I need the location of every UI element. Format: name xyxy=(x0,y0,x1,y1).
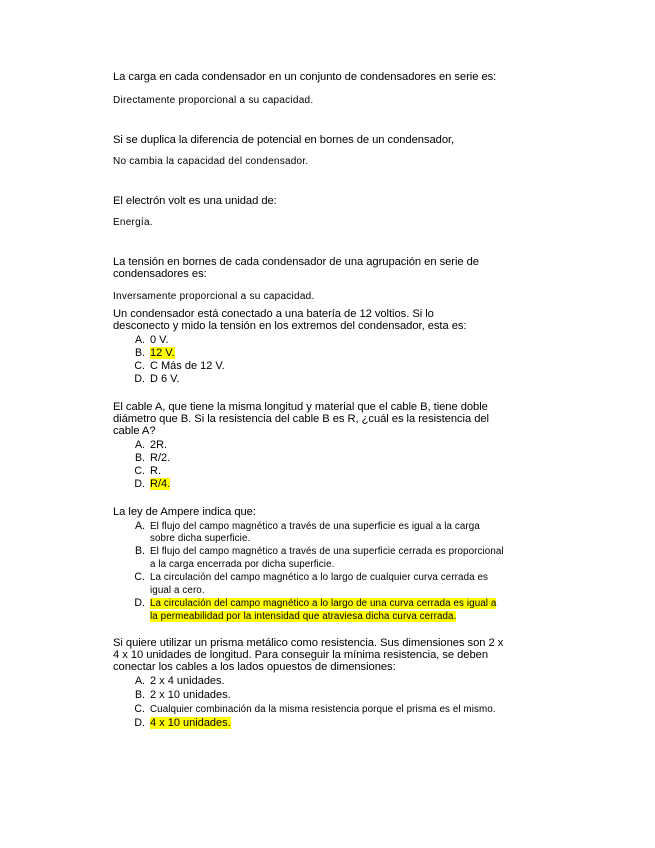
option-text-line2: a la carga encerrada por dicha superficie. xyxy=(150,559,335,570)
option-text: 0 V. xyxy=(150,334,169,346)
option-text: C Más de 12 V. xyxy=(150,360,225,372)
highlight: la permeabilidad por la intensidad que atraviesa dicha curva cerrada. xyxy=(150,611,457,622)
option-marker: C. xyxy=(134,703,145,715)
question-8-text-line3: conectar los cables a los lados opuestos de dimensiones: xyxy=(113,661,396,673)
option-marker: A. xyxy=(134,334,145,346)
option-text-line2: sobre dicha superficie. xyxy=(150,533,251,544)
question-1-text: La carga en cada condensador en un conjunto de condensadores en serie es: xyxy=(113,71,497,83)
question-5-text-line2: desconecto y mido la tensión en los extremos del condensador, esta es: xyxy=(113,320,467,332)
question-7-text: La ley de Ampere indica que: xyxy=(113,506,256,518)
question-4-text-line2: condensadores es: xyxy=(113,268,207,280)
question-3-text: El electrón volt es una unidad de: xyxy=(113,195,277,207)
option-marker: B. xyxy=(134,545,145,557)
option-text: R. xyxy=(150,465,161,477)
option-marker: C. xyxy=(134,360,145,372)
highlight: La circulación del campo magnético a lo largo de una curva cerrada es igual a xyxy=(150,598,497,609)
option-text-line1: El flujo del campo magnético a través de una superficie es igual a la carga xyxy=(150,521,480,532)
option-marker: D. xyxy=(134,597,145,609)
highlight: 12 V. xyxy=(150,347,175,359)
option-marker: B. xyxy=(134,689,145,701)
question-2-answer: No cambia la capacidad del condensador. xyxy=(113,156,309,167)
option-marker: A. xyxy=(134,439,145,451)
question-4-text-line1: La tensión en bornes de cada condensador de una agrupación en serie de xyxy=(113,256,479,268)
highlight: R/4. xyxy=(150,478,171,490)
option-marker: B. xyxy=(134,452,145,464)
option-text-line2-highlighted xyxy=(150,610,456,623)
option-marker: A. xyxy=(134,675,145,687)
option-text: R/2. xyxy=(150,452,171,464)
option-text: 2R. xyxy=(150,439,168,451)
question-6-text-line1: El cable A, que tiene la misma longitud y material que el cable B, tiene doble xyxy=(113,401,488,413)
question-8-text-line1: Si quiere utilizar un prisma metálico como resistencia. Sus dimensiones son 2 x xyxy=(113,637,504,649)
question-8-text-line2: 4 x 10 unidades de longitud. Para conseguir la mínima resistencia, se deben xyxy=(113,649,488,661)
question-1-answer: Directamente proporcional a su capacidad. xyxy=(113,95,314,106)
option-marker: A. xyxy=(134,520,145,532)
option-text: Cualquier combinación da la misma resistencia porque el prisma es el mismo. xyxy=(150,704,496,715)
option-marker: D. xyxy=(134,373,145,385)
question-6-text-line2: diámetro que B. Si la resistencia del cable B es R, ¿cuál es la resistencia del xyxy=(113,413,489,425)
option-text-highlighted xyxy=(150,717,231,730)
question-3-answer: Energía. xyxy=(113,217,153,228)
option-marker: D. xyxy=(134,478,145,490)
option-text-line1-highlighted xyxy=(150,597,496,610)
question-6-text-line3: cable A? xyxy=(113,425,156,437)
option-text: 2 x 10 unidades. xyxy=(150,689,231,701)
question-2-text: Si se duplica la diferencia de potencial en bornes de un condensador, xyxy=(113,134,455,146)
option-text-line1: El flujo del campo magnético a través de una superficie cerrada es proporcional xyxy=(150,546,504,557)
option-text-line2: igual a cero. xyxy=(150,585,205,596)
option-marker: C. xyxy=(134,571,145,583)
highlight: 4 x 10 unidades. xyxy=(150,717,231,729)
option-text: 2 x 4 unidades. xyxy=(150,675,225,687)
question-4-answer: Inversamente proporcional a su capacidad. xyxy=(113,291,315,302)
question-5-text-line1: Un condensador está conectado a una batería de 12 voltios. Si lo xyxy=(113,308,434,320)
option-marker: C. xyxy=(134,465,145,477)
option-marker: B. xyxy=(134,347,145,359)
option-text-line1: La circulación del campo magnético a lo largo de cualquier curva cerrada es xyxy=(150,572,489,583)
option-text-highlighted xyxy=(150,347,175,360)
option-marker: D. xyxy=(134,717,145,729)
option-text-highlighted xyxy=(150,478,170,491)
option-text: D 6 V. xyxy=(150,373,180,385)
